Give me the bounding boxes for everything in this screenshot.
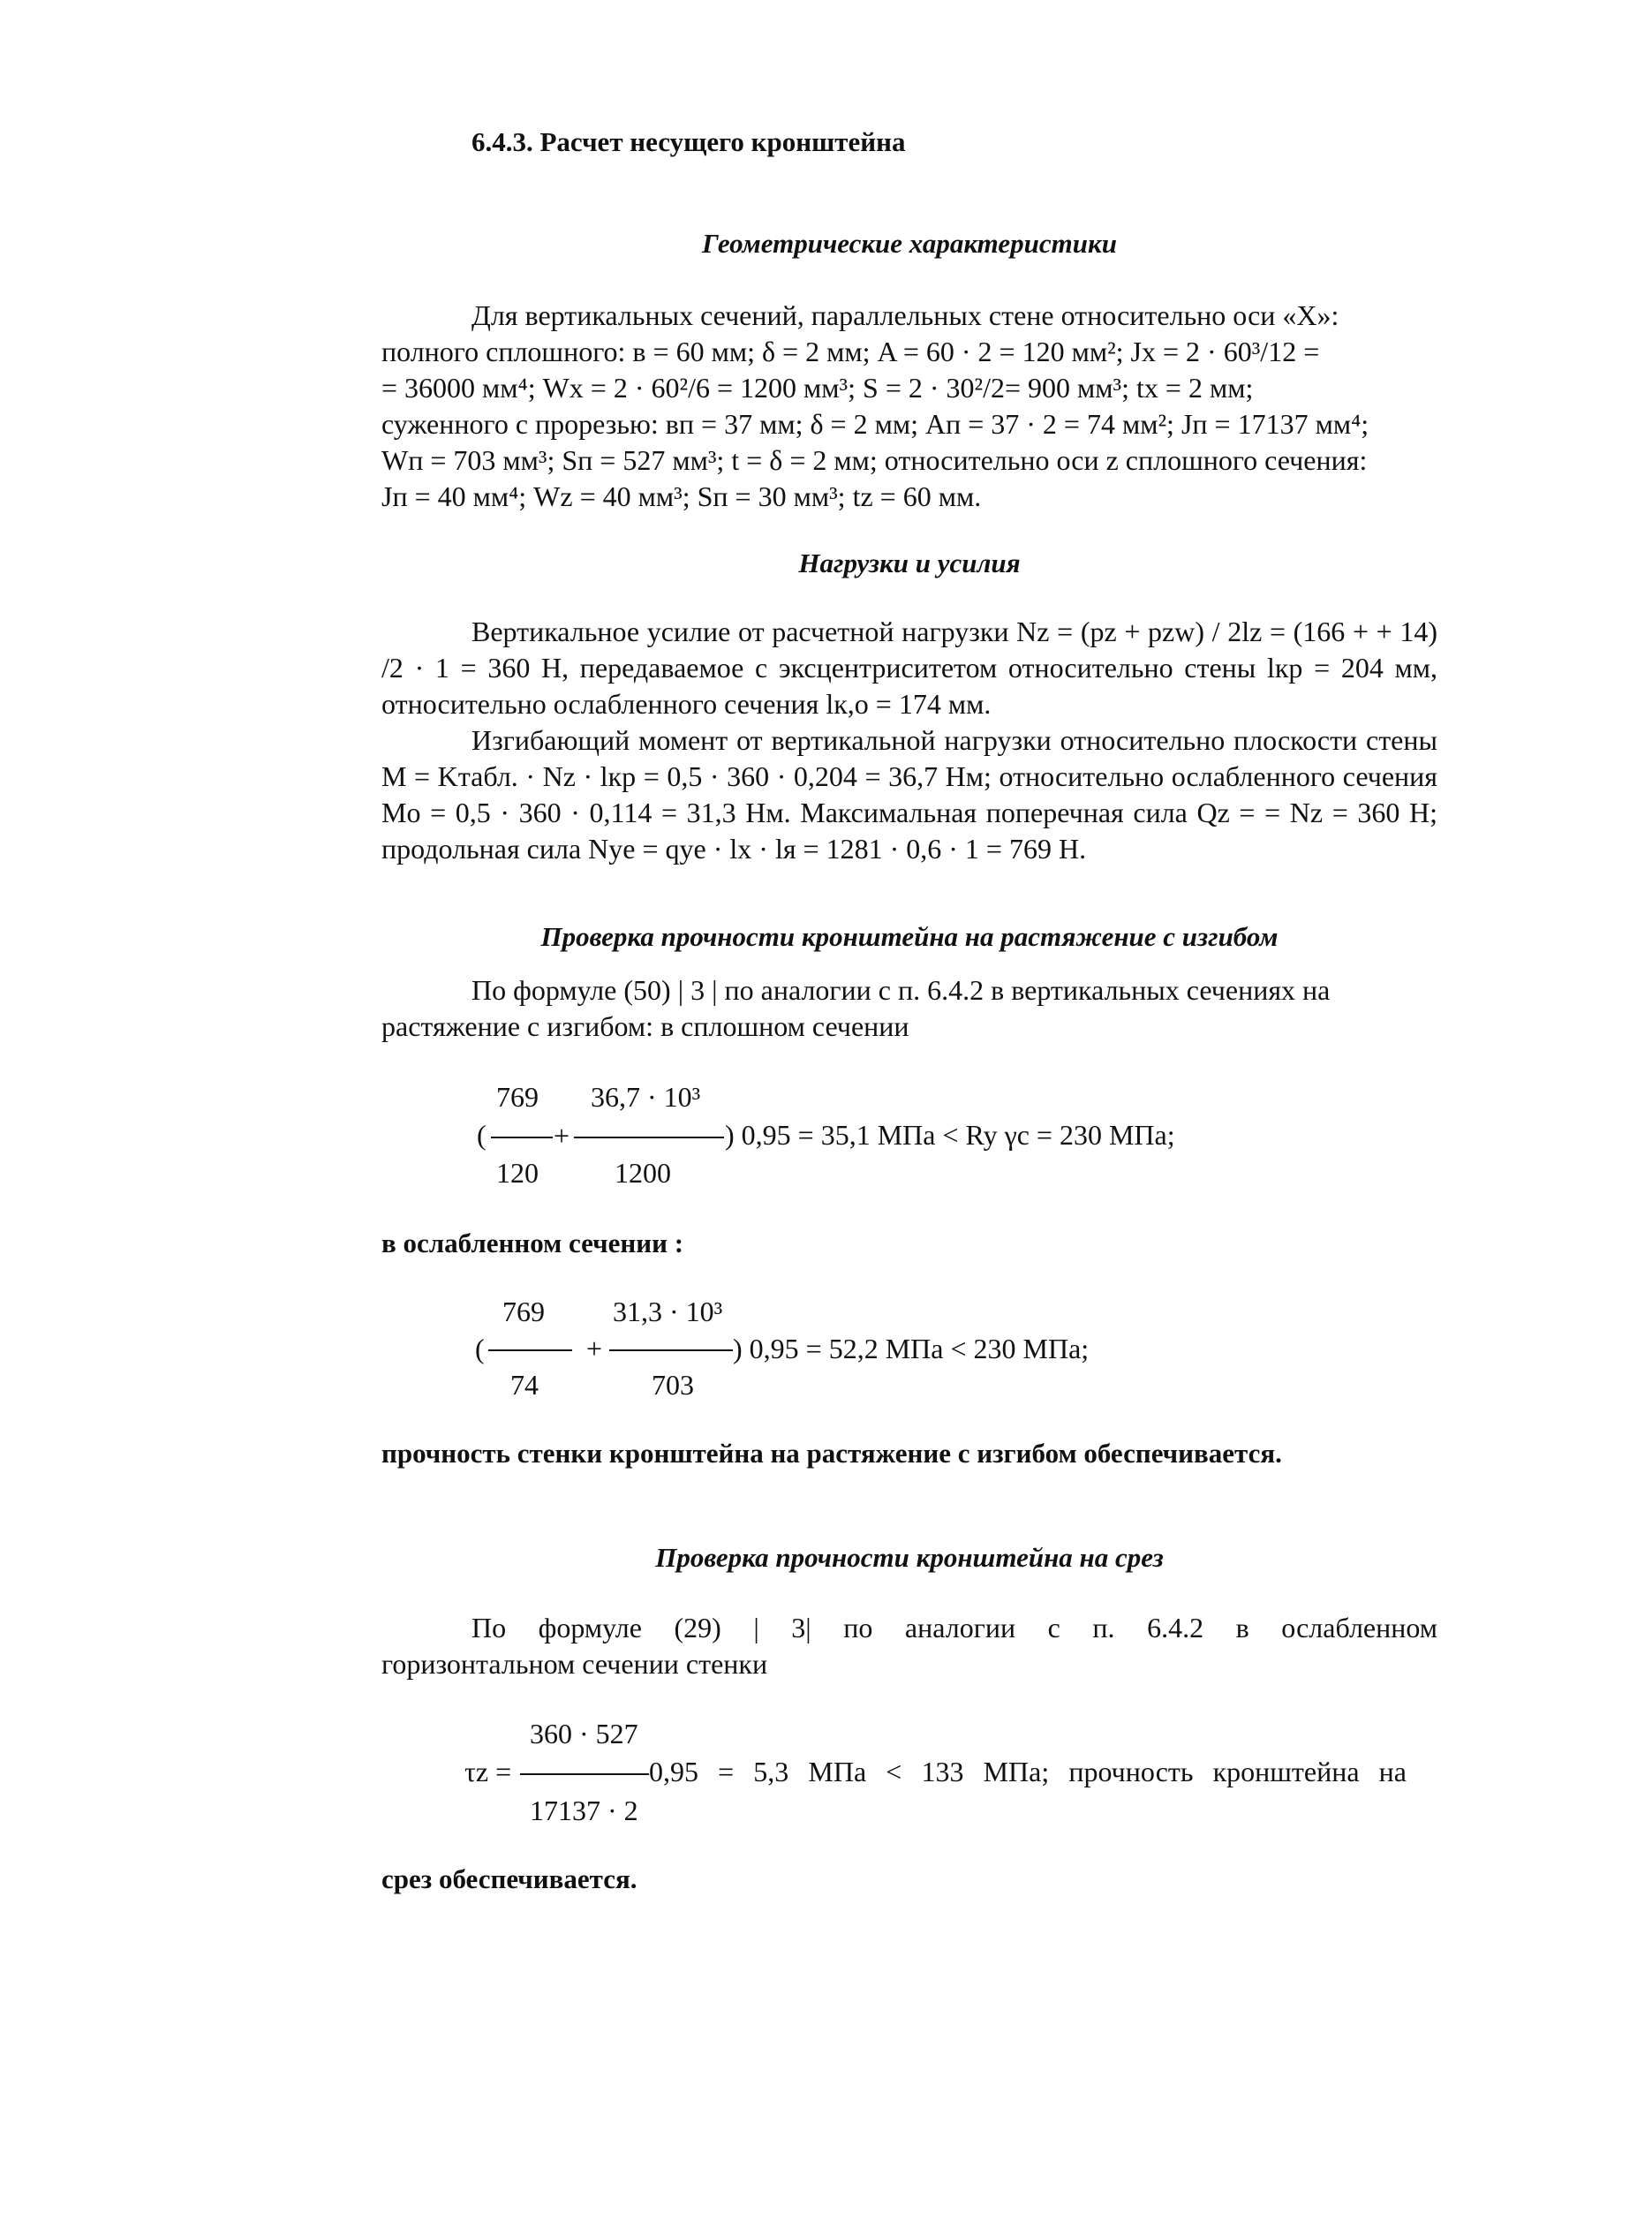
f2-fraction-bar-2 [609,1349,733,1351]
geometry-heading: Геометрические характеристики [702,228,1117,259]
geometry-line-3: = 36000 мм⁴; Wx = 2 · 60²/6 = 1200 мм³; S = 2 · 30²/2= 900 мм³; tx = 2 мм; [381,372,1254,404]
f1-fraction-bar-1 [491,1137,553,1138]
f2-denominator-1: 74 [510,1369,539,1401]
loads-paragraph-1: Вертикальное усилие от расчетной нагрузки Nz = (pz + pzw) / 2lz = (166 + + 14) /2 · 1 = 360 Н, передаваемое с эксцентриситетом относительно стены lкр = 204 мм, относительно ослабленного сечения lк,о = 174 мм. [381,616,1437,720]
shear-intro-line-2: горизонтальном сечении стенки [381,1648,768,1680]
shear-heading: Проверка прочности кронштейна на срез [655,1542,1164,1573]
f1-numerator-2: 36,7 · 10³ [591,1081,701,1113]
f2-plus: + [586,1333,603,1364]
f2-tail: ) 0,95 = 52,2 МПа < 230 МПа; [733,1333,1090,1364]
shear-conclusion: срез обеспечивается. [381,1863,637,1894]
geometry-line-2: полного сплошного: в = 60 мм; δ = 2 мм; A = 60 · 2 = 120 мм²; Jx = 2 · 60³/12 = [381,336,1320,367]
loads-text [381,614,1437,867]
f3-numerator: 360 · 527 [530,1718,638,1749]
geometry-line-6: Jп = 40 мм⁴; Wz = 40 мм³; Sп = 30 мм³; tz = 60 мм. [381,480,982,512]
geometry-text [381,298,1437,515]
f1-plus: + [554,1120,570,1152]
shear-intro-line-1: По формуле (29) | 3| по аналогии с п. 6.4.2 в ослабленном [471,1612,1437,1643]
tension-intro [381,972,1437,1045]
geometry-line-4: суженного с прорезью: вп = 37 мм; δ = 2 мм; Aп = 37 · 2 = 74 мм²; Jп = 17137 мм⁴; [381,408,1369,440]
f1-numerator-1: 769 [496,1081,539,1113]
geometry-line-5: Wп = 703 мм³; Sп = 527 мм³; t = δ = 2 мм; относительно оси z сплошного сечения: [381,444,1368,476]
shear-intro [381,1610,1437,1682]
f1-fraction-bar-2 [574,1137,724,1138]
f3-fraction-bar [520,1773,649,1775]
f1-tail: ) 0,95 = 35,1 МПа < Ry γc = 230 МПа; [725,1119,1175,1151]
f2-fraction-bar-1 [488,1349,572,1351]
f1-denominator-2: 1200 [615,1157,671,1189]
f3-lhs: τz = [464,1756,512,1787]
loads-heading: Нагрузки и усилия [798,548,1021,578]
f3-tail: 0,95 = 5,3 МПа < 133 МПа; прочность кронштейна на [649,1756,1407,1787]
f1-denominator-1: 120 [496,1157,539,1189]
f2-numerator-1: 769 [502,1296,545,1327]
section-title: 6.4.3. Расчет несущего кронштейна [471,126,906,157]
f2-numerator-2: 31,3 · 10³ [613,1296,723,1327]
weakened-section-label: в ослабленном сечении : [381,1228,684,1258]
tension-intro-line-2: растяжение с изгибом: в сплошном сечении [381,1010,909,1042]
f1-open-paren: ( [477,1119,487,1151]
tension-conclusion: прочность стенки кронштейна на растяжение с изгибом обеспечивается. [381,1438,1282,1469]
geometry-line-1: Для вертикальных сечений, параллельных стене относительно оси «X»: [471,299,1339,331]
tension-intro-line-1: По формуле (50) | 3 | по аналогии с п. 6.4.2 в вертикальных сечениях на [471,974,1331,1006]
f2-denominator-2: 703 [652,1369,694,1401]
loads-paragraph-2: Изгибающий момент от вертикальной нагрузки относительно плоскости стены M = Kтабл. · Nz · lкр = 0,5 · 360 · 0,204 = 36,7 Нм; относительно ослабленного сечения Mо = 0,5 · 360 · 0,114 = 31,3 Нм. Максимальная поперечная сила Qz = = Nz = 360 Н; продольная сила Nye = qye · lx · lя = 1281 · 0,6 · 1 = 769 Н. [381,724,1437,865]
f2-open-paren: ( [475,1333,485,1364]
f3-denominator: 17137 · 2 [530,1795,638,1826]
tension-heading: Проверка прочности кронштейна на растяжение с изгибом [540,921,1279,952]
